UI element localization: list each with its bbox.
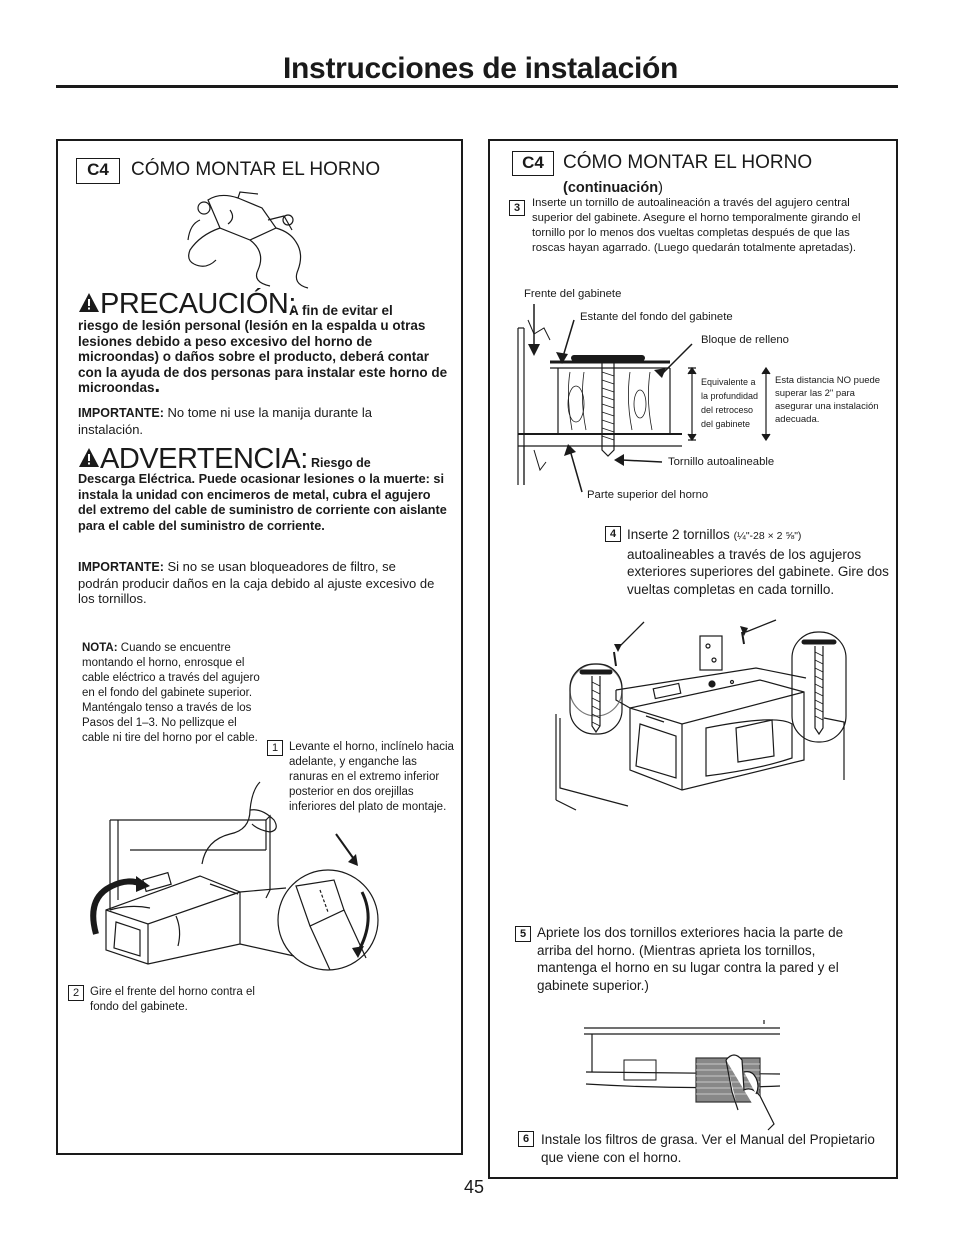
step-number: 5 <box>515 926 531 942</box>
section-tag: C4 <box>512 151 554 176</box>
label-cabinet-front: Frente del gabinete <box>524 288 622 300</box>
section-title: CÓMO MONTAR EL HORNO <box>563 152 813 173</box>
page-number: 45 <box>464 1177 485 1197</box>
step-text: Levante el horno, inclínelo hacia adelante, y enganche las ranuras en el extremo inferior posterior en dos orejillas inferiores del plato de montaje. <box>289 741 454 813</box>
step-number: 6 <box>518 1131 534 1147</box>
oven-screws-illustration <box>556 620 876 820</box>
warning-triangle-icon <box>78 292 100 313</box>
step-number: 4 <box>605 526 621 542</box>
section-tag: C4 <box>76 158 120 184</box>
grease-filter-illustration <box>584 1020 780 1130</box>
precaution-body: riesgo de lesión personal (lesión en la espalda u otras lesiones debido a peso excesivo del horno de microondas) o daños sobre el producto, deberá contar con la ayuda de dos personas para instalar este horno de microondas. <box>78 318 448 398</box>
lift-illustration <box>180 190 320 290</box>
step-number: 1 <box>267 740 283 756</box>
warning-important: IMPORTANTE: Si no se usan bloqueadores de filtro, se podrán producir daños en la caja debido al ajuste excesivo de los tornillos. <box>78 559 435 607</box>
note-text: NOTA: Cuando se encuentre montando el horno, enrosque el cable eléctrico a través del agujero en el fondo del gabinete superior. Manténgalo tenso a través de los Pasos del 1–3. No pellizque el cable ni tire del horno por el cable. <box>82 642 260 744</box>
precaution-important: IMPORTANTE: No tome ni use la manija durante la instalación. <box>78 405 372 437</box>
warning-body: Descarga Eléctrica. Puede ocasionar lesiones o la muerte: si instala la unidad con encimeros de metal, cubra el agujero del extremo del cable de suministro de corriente con aislante para el cable del suministro de corriente. <box>78 472 447 533</box>
label-distance-note: Esta distancia NO puede superar las 2" para asegurar una instalación adecuada. <box>775 375 881 425</box>
label-self-aligning-screw: Tornillo autoalineable <box>668 456 775 468</box>
section-subtitle: (continuación) <box>563 180 663 196</box>
warning-triangle-icon <box>78 447 100 468</box>
label-depth: Equivalente a la profundidad del retroceso del gabinete <box>701 377 759 429</box>
step-text: Apriete los dos tornillos exteriores hacia la parte de arriba del horno. (Mientras aprieta los tornillos, mantenga el horno en su lugar contra la pared y el gabinete superior.) <box>537 925 844 993</box>
warning-lead: Riesgo de <box>311 456 371 470</box>
precaution-lead: A fin de evitar el <box>289 303 393 318</box>
step-number: 2 <box>68 985 84 1001</box>
page-title: Instrucciones de instalación <box>283 52 679 85</box>
title-rule <box>56 85 898 88</box>
label-filler-block: Bloque de relleno <box>701 334 789 346</box>
step-text: Gire el frente del horno contra el fondo del gabinete. <box>90 986 255 1013</box>
section-title: CÓMO MONTAR EL HORNO <box>131 159 381 180</box>
oven-mounting-illustration <box>90 780 390 1010</box>
step-text: Inserte 2 tornillos (¼"-28 × 2 ⅝") autoalineables a través de los agujeros exteriores superiores del gabinete. Gire dos vueltas completas en cada tornillo. <box>627 527 889 597</box>
label-cabinet-shelf: Estante del fondo del gabinete <box>580 311 733 323</box>
label-oven-top: Parte superior del horno <box>587 489 709 501</box>
precaution-heading: PRECAUCIÓN: <box>100 288 296 320</box>
warning-heading: ADVERTENCIA: <box>100 443 308 475</box>
step-text: Inserte un tornillo de autoalineación a través del agujero central superior del gabinete. Asegure el horno temporalmente girando el tornillo por lo menos dos vueltas completas después de que las roscas hayan agarrado. (Luego quedarán totalmente apretadas). <box>532 197 861 254</box>
step-number: 3 <box>509 200 525 216</box>
step-text: Instale los filtros de grasa. Ver el Manual del Propietario que viene con el horno. <box>541 1132 875 1165</box>
